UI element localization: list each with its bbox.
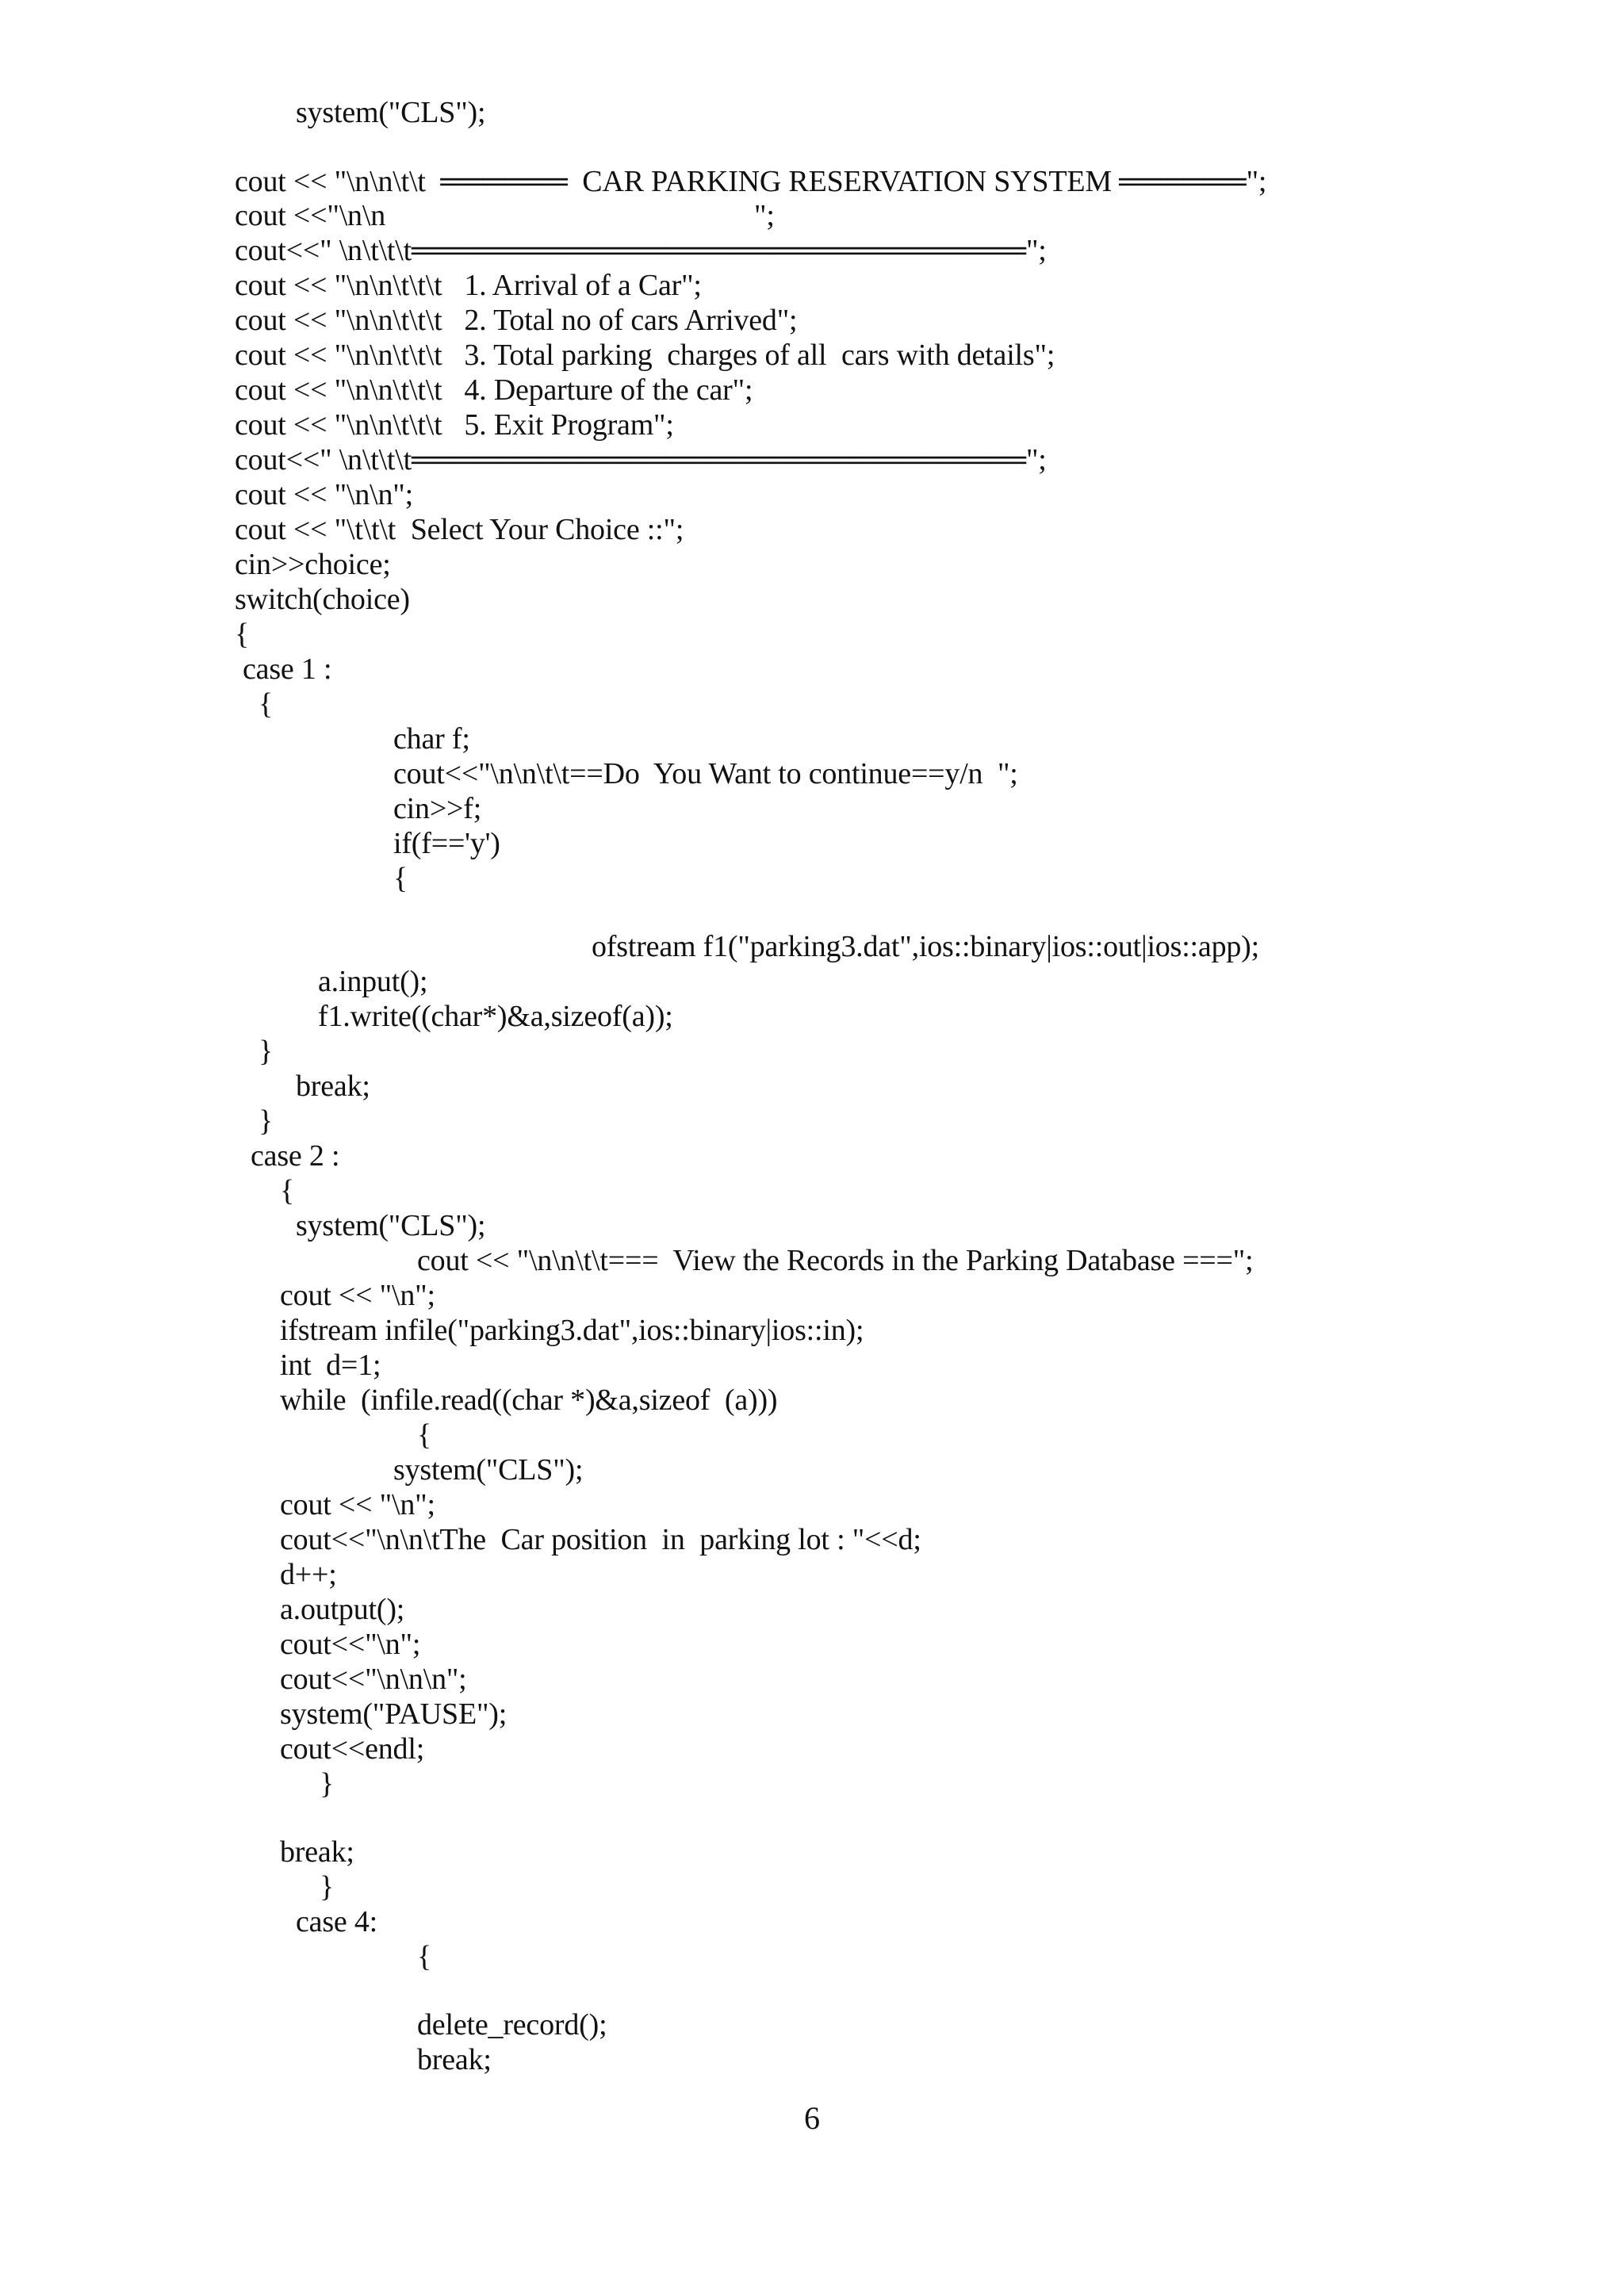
code-line: } <box>259 1035 274 1068</box>
code-line: char f; <box>393 722 470 756</box>
code-line: } <box>320 1767 335 1800</box>
code-line: cout <<"\n\n "; <box>235 199 775 232</box>
code-line: case 1 : <box>243 652 332 686</box>
code-line: } <box>320 1870 335 1904</box>
code-line: d++; <box>280 1558 337 1591</box>
code-line: int d=1; <box>280 1349 381 1382</box>
code-line: cout << "\n\n\t\t\t 4. Departure of the car"; <box>235 373 753 407</box>
code-line: cout << "\t\t\t Select Your Choice ::"; <box>235 513 684 546</box>
code-line: { <box>280 1174 295 1207</box>
code-line: ifstream infile("parking3.dat",ios::binary|ios::in); <box>280 1314 864 1347</box>
code-line: delete_record(); <box>417 2008 607 2042</box>
code-line: switch(choice) <box>235 583 410 616</box>
code-line: cout << "\n\n\t\t\t 2. Total no of cars Arrived"; <box>235 304 798 337</box>
code-line: cout << "\n\n\t\t ══════ CAR PARKING RESERVATION SYSTEM ══════"; <box>235 165 1267 198</box>
code-line: cout<<"\n\n\n"; <box>280 1663 467 1696</box>
code-line: case 4: <box>296 1905 378 1938</box>
code-line: { <box>393 862 408 895</box>
code-line: if(f=='y') <box>393 827 500 860</box>
code-line: cout<<" \n\t\t\t═════════════════════════════"; <box>235 443 1047 476</box>
code-line: cout << "\n\n\t\t\t 3. Total parking charges of all cars with details"; <box>235 339 1055 372</box>
code-line: a.output(); <box>280 1593 405 1626</box>
code-line: { <box>417 1418 432 1452</box>
code-line: cout << "\n\n"; <box>235 478 413 511</box>
code-line: a.input(); <box>318 965 428 998</box>
code-line: cin>>f; <box>393 792 482 825</box>
code-line: cout<<"\n\n\tThe Car position in parking lot : "<<d; <box>280 1523 921 1556</box>
code-line: cout<<" \n\t\t\t═════════════════════════════"; <box>235 234 1047 267</box>
code-line: cout << "\n"; <box>280 1279 435 1312</box>
code-line: cout << "\n\n\t\t=== View the Records in the Parking Database ==="; <box>417 1244 1254 1277</box>
code-line: cout << "\n"; <box>280 1488 435 1521</box>
code-line: break; <box>417 2043 492 2076</box>
code-line: cout << "\n\n\t\t\t 1. Arrival of a Car"; <box>235 269 702 302</box>
code-line: system("PAUSE"); <box>280 1697 508 1731</box>
code-line: { <box>235 618 250 651</box>
code-line: while (infile.read((char *)&a,sizeof (a))) <box>280 1383 778 1417</box>
code-line: { <box>417 1940 432 1973</box>
code-line: break; <box>296 1070 370 1103</box>
code-line: system("CLS"); <box>296 1209 486 1242</box>
code-line: cout<<"\n\n\t\t==Do You Want to continue==y/n "; <box>393 757 1018 790</box>
code-line: cin>>choice; <box>235 548 391 581</box>
code-line: system("CLS"); <box>296 96 486 129</box>
code-line: system("CLS"); <box>393 1453 584 1487</box>
code-line: } <box>259 1104 274 1138</box>
code-line: cout << "\n\n\t\t\t 5. Exit Program"; <box>235 408 674 442</box>
code-line: cout<<endl; <box>280 1732 425 1766</box>
code-line: case 2 : <box>251 1139 340 1173</box>
code-line: { <box>259 687 274 721</box>
code-line: ofstream f1("parking3.dat",ios::binary|ios::out|ios::app); <box>592 930 1259 963</box>
code-line: break; <box>280 1835 354 1869</box>
code-line: f1.write((char*)&a,sizeof(a)); <box>318 1000 673 1033</box>
code-line: cout<<"\n"; <box>280 1628 421 1661</box>
page-number: 6 <box>804 2100 820 2136</box>
